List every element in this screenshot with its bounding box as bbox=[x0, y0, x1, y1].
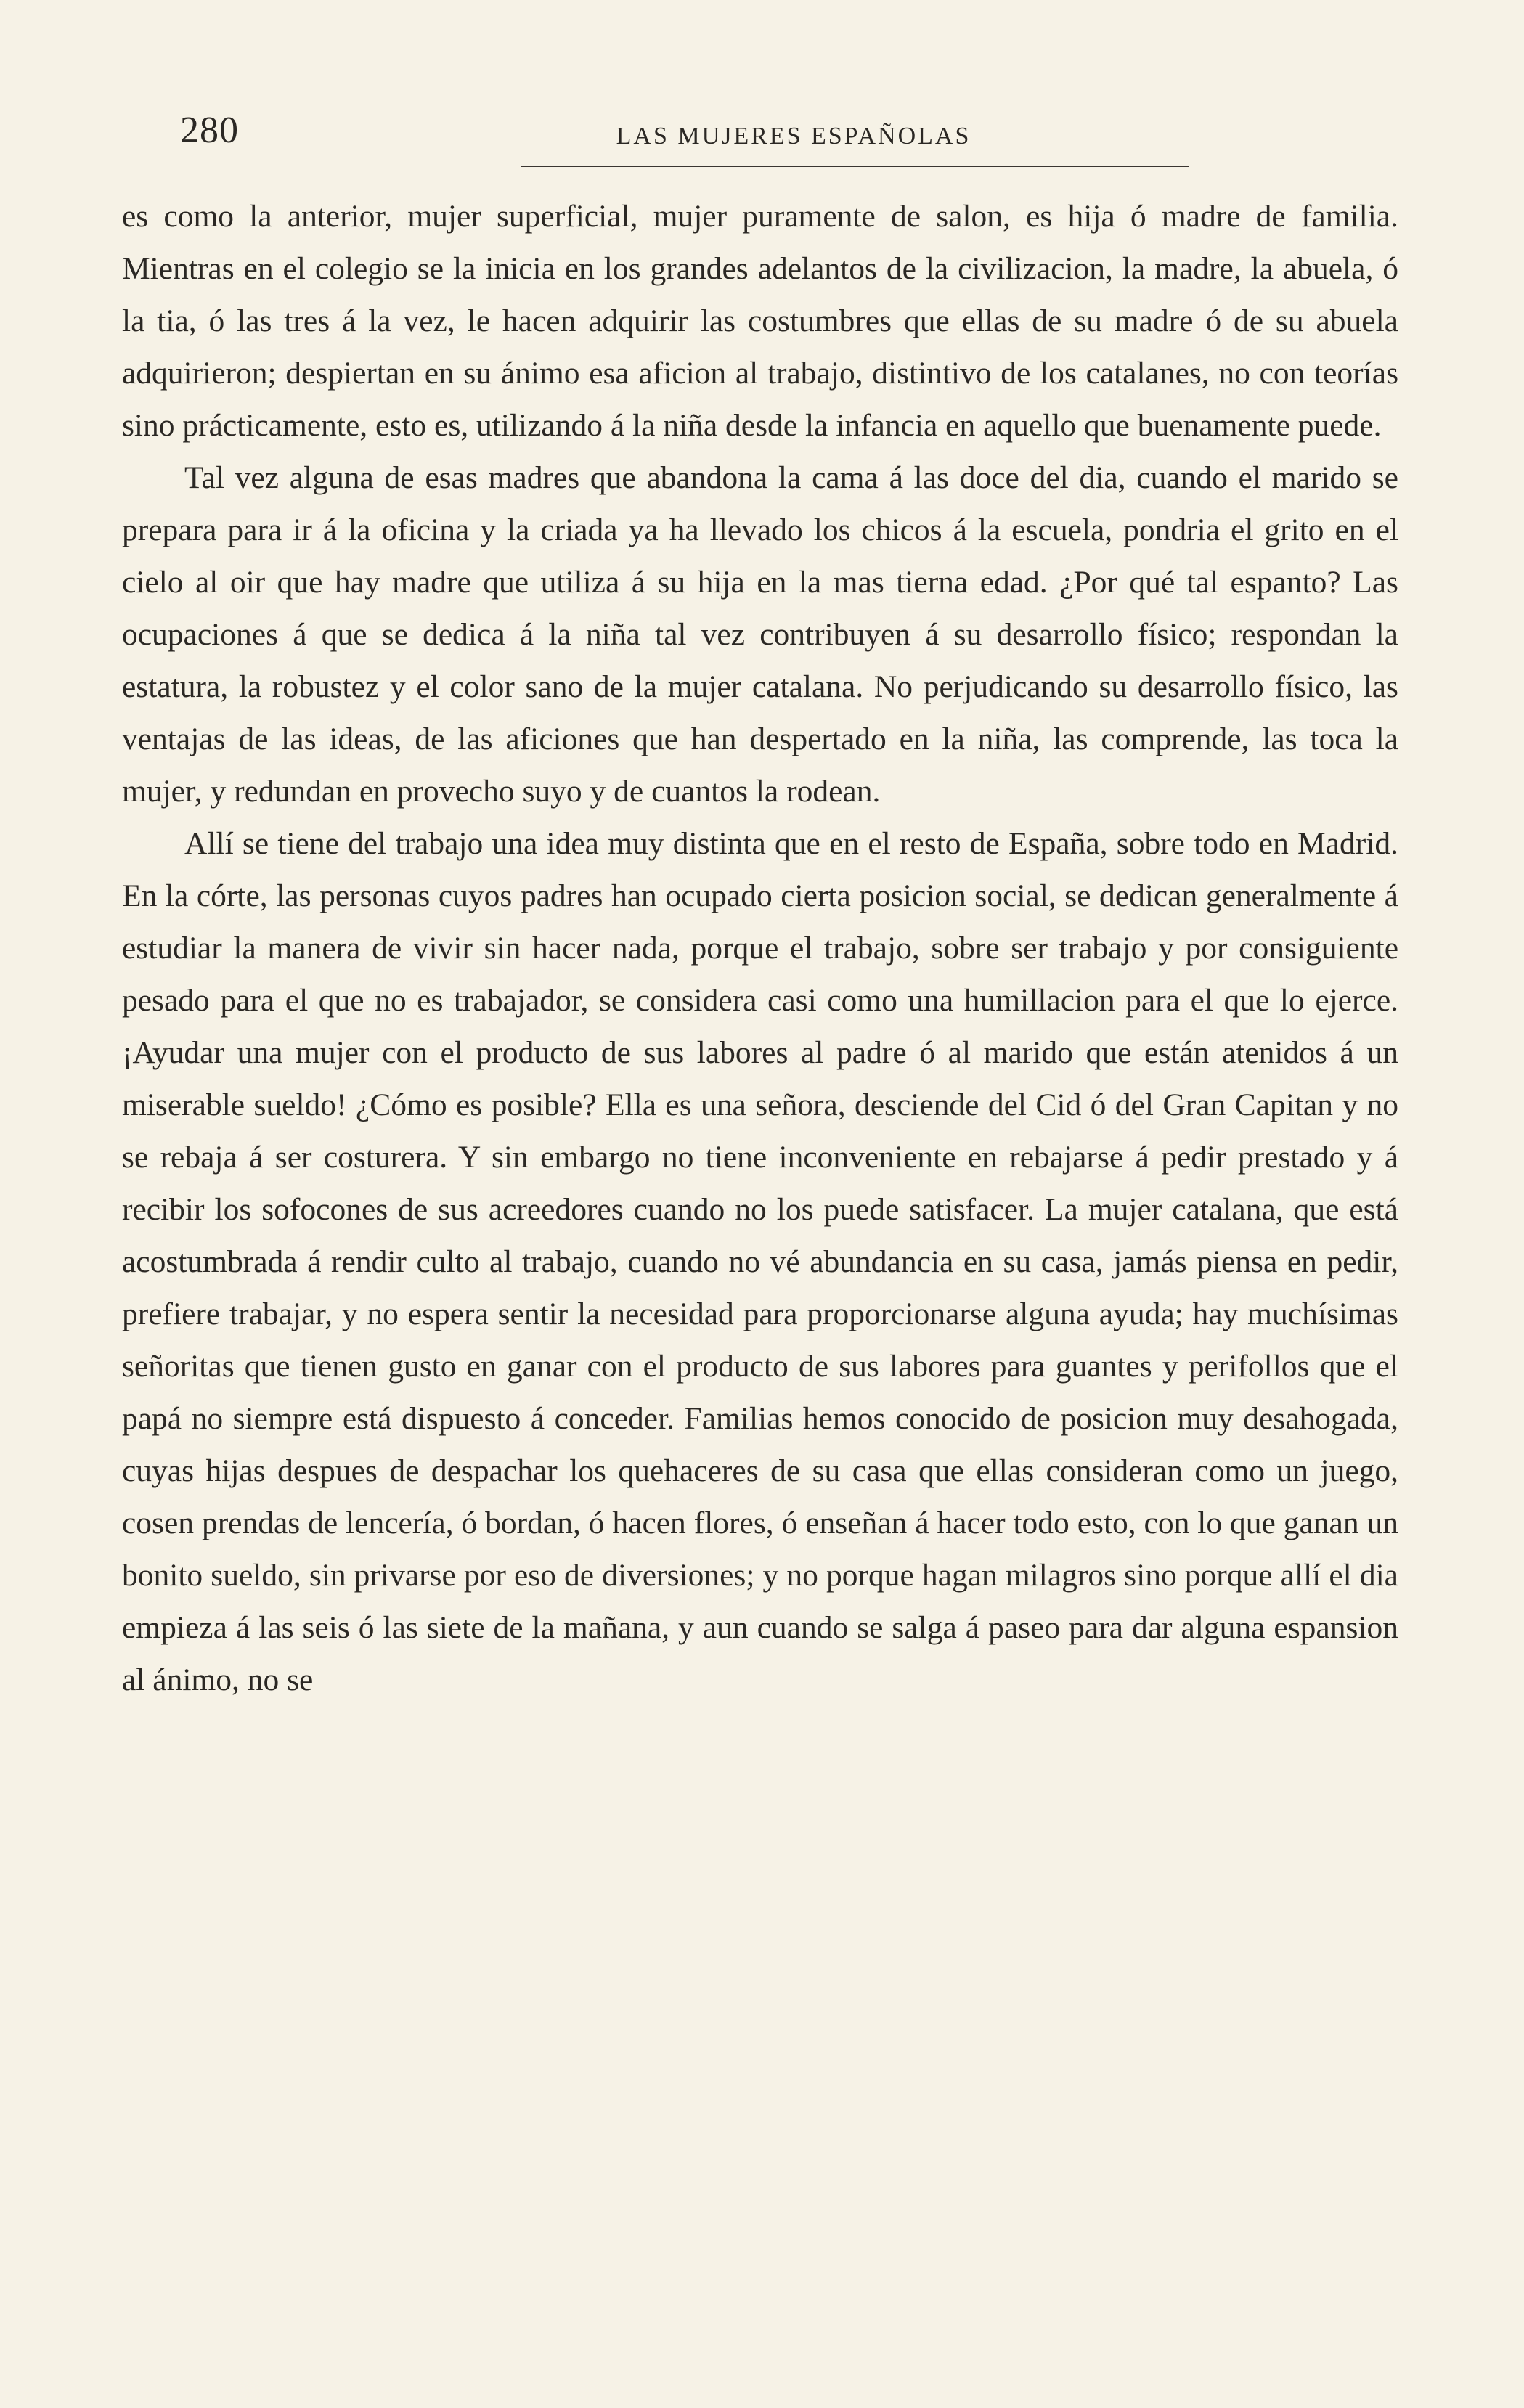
page-number: 280 bbox=[180, 110, 239, 151]
running-title: LAS MUJERES ESPAÑOLAS bbox=[616, 123, 971, 150]
body-text bbox=[122, 190, 1398, 1706]
paragraph-2: Tal vez alguna de esas madres que abandona la cama á las doce del dia, cuando el marido se prepara para ir á la oficina y la criada ya ha llevado los chicos á la escuela, pondria el grito en el cielo al oir que hay madre que utiliza á su hija en la mas tierna edad. ¿Por qué tal espanto? Las ocupaciones á que se dedica á la niña tal vez contribuyen á su desarrollo físico; respondan la estatura, la robustez y el color sano de la mujer catalana. No perjudicando su desarrollo físico, las ventajas de las ideas, de las aficiones que han despertado en la niña, las comprende, las toca la mujer, y redundan en provecho suyo y de cuantos la rodean. bbox=[122, 460, 1398, 809]
running-head bbox=[180, 109, 1407, 174]
paragraph-1: es como la anterior, mujer superficial, mujer puramente de salon, es hija ó madre de familia. Mientras en el colegio se la inicia en los grandes adelantos de la civilizacion, la madre, la abuela, ó la tia, ó las tres á la vez, le hacen adquirir las costumbres que ellas de su madre ó de su abuela adquirieron; despiertan en su ánimo esa aficion al trabajo, distintivo de los catalanes, no con teorías sino prácticamente, esto es, utilizando á la niña desde la infancia en aquello que buenamente puede. bbox=[122, 199, 1398, 443]
paragraph-3: Allí se tiene del trabajo una idea muy distinta que en el resto de España, sobre todo en Madrid. En la córte, las personas cuyos padres han ocupado cierta posicion social, se dedican generalmente á estudiar la manera de vivir sin hacer nada, porque el trabajo, sobre ser trabajo y por consiguiente pesado para el que no es trabajador, se considera casi como una humillacion para el que lo ejerce. ¡Ayudar una mujer con el producto de sus labores al padre ó al marido que están atenidos á un miserable sueldo! ¿Cómo es posible? Ella es una señora, desciende del Cid ó del Gran Capitan y no se rebaja á ser costurera. Y sin embargo no tiene inconveniente en rebajarse á pedir prestado y á recibir los sofocones de sus acreedores cuando no los puede satisfacer. La mujer catalana, que está acostumbrada á rendir culto al trabajo, cuando no vé abundancia en su casa, jamás piensa en pedir, prefiere trabajar, y no espera sentir la necesidad para proporcionarse alguna ayuda; hay muchísimas señoritas que tienen gusto en ganar con el producto de sus labores para guantes y perifollos que el papá no siempre está dispuesto á conceder. Familias hemos conocido de posicion muy desahogada, cuyas hijas despues de despachar los quehaceres de su casa que ellas consideran como un juego, cosen prendas de lencería, ó bordan, ó hacen flores, ó enseñan á hacer todo esto, con lo que ganan un bonito sueldo, sin privarse por eso de diversiones; y no porque hagan milagros sino porque allí el dia empieza á las seis ó las siete de la mañana, y aun cuando se salga á paseo para dar alguna espansion al ánimo, no se bbox=[122, 826, 1398, 1697]
header-rule bbox=[521, 166, 1189, 167]
